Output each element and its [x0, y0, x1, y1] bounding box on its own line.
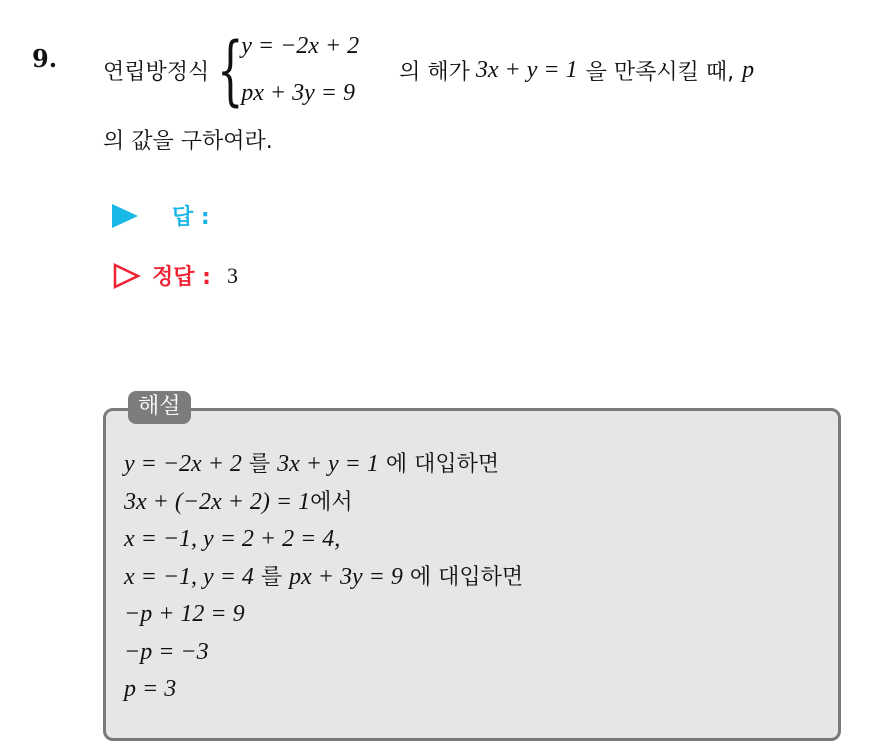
- solution-line: [124, 484, 523, 522]
- question-text-a: 의 해가: [399, 59, 470, 85]
- solution-math: −p = −3: [124, 638, 209, 665]
- answer-input-row[interactable]: [112, 200, 210, 231]
- correct-answer-value: 3: [226, 262, 238, 288]
- solution-text: 를: [253, 564, 290, 590]
- question-variable: p: [742, 56, 755, 83]
- solution-lines: [124, 446, 523, 709]
- equation-system: [241, 33, 359, 107]
- solution-math: −p + 12 = 9: [124, 601, 245, 627]
- solution-text: 에서: [310, 489, 353, 515]
- solution-tag: 해설: [128, 391, 191, 424]
- solution-line: [124, 596, 523, 634]
- correct-answer-label: 정답 :: [152, 265, 211, 290]
- solution-math: 3x + (−2x + 2) = 1: [124, 488, 311, 515]
- system-equation-1: y = −2x + 2: [241, 33, 360, 59]
- solution-line: [124, 634, 523, 672]
- solution-math: p = 3: [124, 676, 177, 702]
- solution-math: x = −1, y = 4: [124, 563, 254, 590]
- outline-triangle-icon: [112, 262, 142, 290]
- solution-line: [124, 446, 523, 484]
- question-number: 9.: [32, 44, 58, 73]
- solution-line: [124, 559, 523, 597]
- play-triangle-icon: [112, 204, 138, 228]
- answer-label: 답 :: [172, 205, 210, 230]
- solution-math: x = −1, y = 2 + 2 = 4,: [124, 526, 341, 552]
- solution-line: [124, 671, 523, 709]
- solution-text: 에 대입하면: [378, 452, 500, 477]
- solution-math: y = −2x + 2: [124, 451, 242, 477]
- solution-text: 에 대입하면: [402, 564, 524, 590]
- question-line-1: [103, 25, 755, 114]
- question-prefix: 연립방정식: [103, 59, 210, 85]
- solution-math: 3x + y = 1: [277, 451, 379, 477]
- question-line-2: 의 값을 구하여라.: [103, 129, 273, 154]
- system-brace: {: [217, 25, 244, 114]
- correct-answer-row: [112, 260, 238, 291]
- question-text-b: 을 만족시킬 때,: [585, 59, 735, 85]
- solution-math: px + 3y = 9: [289, 563, 403, 590]
- condition-equation: 3x + y = 1: [475, 56, 578, 83]
- solution-text: 를: [241, 452, 278, 477]
- solution-line: [124, 521, 523, 559]
- system-equation-2: px + 3y = 9: [241, 80, 355, 106]
